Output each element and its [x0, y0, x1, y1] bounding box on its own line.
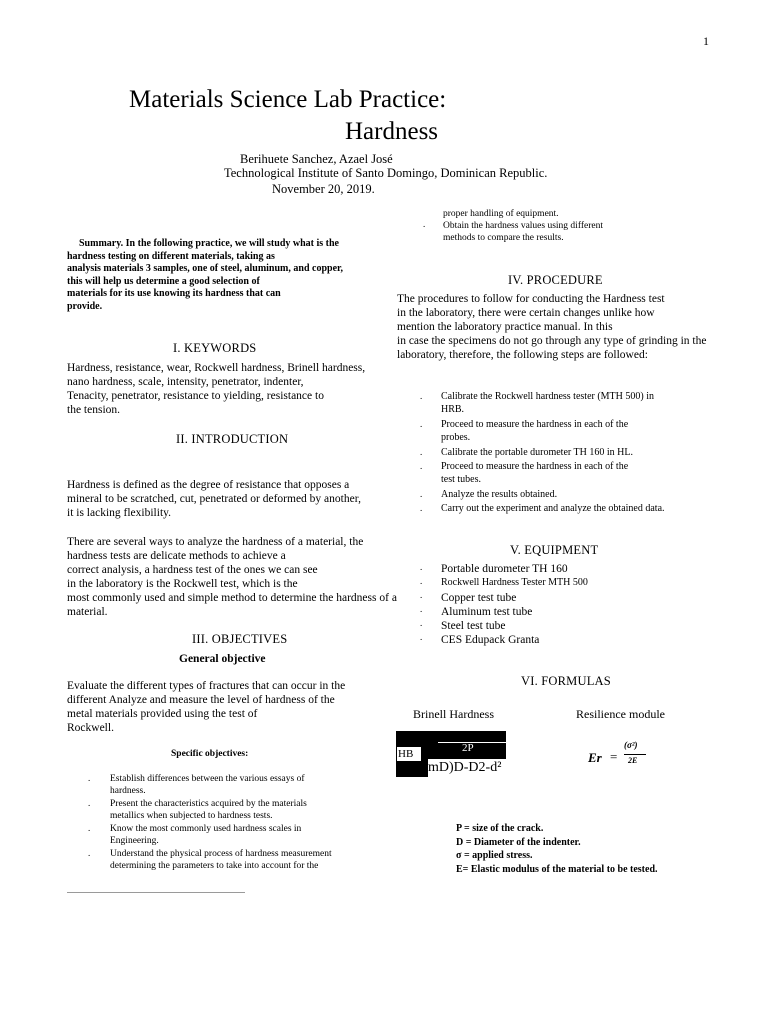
footnote-rule	[67, 892, 245, 893]
intro-line: in the laboratory is the Rockwell test, which is the	[67, 578, 298, 590]
keywords-line: Hardness, resistance, wear, Rockwell hardness, Brinell hardness,	[67, 362, 366, 374]
legend-line: P = size of the crack.	[456, 823, 544, 834]
general-objective-line: Rockwell.	[67, 722, 114, 734]
page-number: 1	[703, 34, 709, 48]
bullet: .	[420, 618, 423, 628]
list-item-line: Proceed to measure the hardness in each of the	[441, 461, 629, 472]
list-item-line: hardness.	[110, 786, 146, 796]
list-item-line: Establish differences between the various essays of	[110, 774, 305, 784]
summary-line: provide.	[67, 300, 103, 312]
general-objective-line: metal materials provided using the test of	[67, 708, 258, 720]
introduction-heading: II. INTRODUCTION	[176, 432, 289, 446]
summary-block	[67, 238, 380, 313]
objective-line: methods to compare the results.	[443, 233, 564, 243]
formulas-heading: VI. FORMULAS	[521, 674, 611, 688]
list-item-line: Calibrate the Rockwell hardness tester (MTH 500) in	[441, 391, 654, 402]
resilience-denominator: 2E	[628, 756, 638, 765]
fraction-bar	[624, 754, 646, 755]
brinell-label: Brinell Hardness	[413, 707, 494, 721]
summary-line: analysis materials 3 samples, one of steel, aluminum, and copper,	[67, 263, 344, 274]
bullet: .	[420, 576, 423, 586]
bullet: .	[420, 590, 423, 600]
brinell-numerator: 2P	[462, 742, 474, 754]
equipment-item: Rockwell Hardness Tester MTH 500	[441, 577, 588, 588]
bullet: .	[420, 419, 423, 429]
summary-line: hardness testing on different materials, taking as	[67, 250, 275, 262]
list-item-line: Present the characteristics acquired by the materials	[110, 799, 307, 809]
paper-title-line-1: Materials Science Lab Practice:	[129, 86, 447, 113]
equipment-heading: V. EQUIPMENT	[510, 543, 599, 557]
equipment-item: Aluminum test tube	[441, 606, 533, 618]
brinell-hb-symbol: HB	[397, 747, 421, 761]
objectives-heading: III. OBJECTIVES	[192, 632, 288, 646]
bullet: .	[88, 823, 91, 833]
summary-line: materials for its use knowing its hardness that can	[67, 288, 281, 299]
intro-line: correct analysis, a hardness test of the ones we can see	[67, 564, 318, 576]
bullet: .	[88, 798, 91, 808]
bullet: .	[420, 447, 423, 457]
specific-objectives-heading: Specific objectives:	[171, 749, 249, 759]
date: November 20, 2019.	[272, 182, 375, 196]
equipment-item: Portable durometer TH 160	[441, 563, 568, 575]
list-item-line: determining the parameters to take into account for the	[110, 861, 319, 871]
affiliation: Technological Institute of Santo Domingo, Dominican Republic.	[224, 166, 548, 180]
intro-line: material.	[67, 606, 108, 618]
equals-sign: =	[610, 749, 618, 764]
paper-title-line-2: Hardness	[345, 118, 439, 145]
legend-line: σ = applied stress.	[456, 850, 533, 861]
legend-line: D = Diameter of the indenter.	[456, 836, 581, 848]
bullet: .	[420, 489, 423, 499]
equipment-item: Steel test tube	[441, 620, 506, 632]
list-item-line: test tubes.	[441, 474, 481, 485]
bullet: .	[423, 219, 426, 229]
procedure-heading: IV. PROCEDURE	[508, 273, 603, 287]
resilience-lhs: Er	[588, 750, 602, 765]
keywords-heading: I. KEYWORDS	[173, 341, 257, 355]
general-objective-block	[67, 679, 345, 735]
intro-line: There are several ways to analyze the hardness of a material, the	[67, 536, 364, 548]
objectives-continued	[443, 208, 603, 244]
list-item-line: Understand the physical process of hardness measurement	[110, 849, 332, 859]
introduction-paragraph-1	[67, 478, 361, 520]
legend-line: E= Elastic modulus of the material to be tested.	[456, 863, 658, 875]
bullet: .	[420, 461, 423, 471]
brinell-formula	[396, 731, 506, 777]
procedure-line: mention the laboratory practice manual. In this	[397, 321, 613, 333]
procedure-line: in the laboratory, there were certain changes unlike how	[397, 307, 655, 319]
general-objective-heading: General objective	[179, 653, 266, 665]
intro-line: hardness tests are delicate methods to achieve a	[67, 550, 286, 562]
procedure-line: The procedures to follow for conducting the Hardness test	[397, 293, 665, 305]
bullet: .	[88, 773, 91, 783]
equipment-item: CES Edupack Granta	[441, 634, 540, 646]
bullet: .	[420, 391, 423, 401]
objective-line: Obtain the hardness values using different	[443, 221, 603, 231]
list-item-line: metallics when subjected to hardness tests.	[110, 811, 273, 821]
summary-line: Summary. In the following practice, we will study what is the	[79, 238, 339, 249]
bullet: .	[420, 632, 423, 642]
intro-line: most commonly used and simple method to determine the hardness of a	[67, 592, 397, 604]
list-item-line: Engineering.	[110, 836, 159, 846]
bullet: .	[88, 848, 91, 858]
brinell-denominator: mD)D-D2-d²	[428, 759, 506, 777]
introduction-paragraph-2	[67, 535, 397, 619]
bullet: .	[420, 604, 423, 614]
author-name: Berihuete Sanchez, Azael José	[240, 152, 393, 166]
keywords-line: the tension.	[67, 404, 121, 416]
general-objective-line: Evaluate the different types of fractures that can occur in the	[67, 680, 346, 692]
summary-line: this will help us determine a good selection of	[67, 275, 260, 287]
resilience-numerator: (σ²)	[624, 740, 638, 750]
keywords-line: Tenacity, penetrator, resistance to yielding, resistance to	[67, 390, 324, 402]
procedure-line: laboratory, therefore, the following steps are followed:	[397, 349, 648, 361]
procedure-text	[397, 292, 706, 362]
list-item-line: Know the most commonly used hardness scales in	[110, 824, 302, 834]
list-item-line: Analyze the results obtained.	[441, 489, 558, 500]
formula-legend	[456, 822, 658, 876]
bullet: .	[420, 562, 423, 572]
list-item-line: Proceed to measure the hardness in each of the	[441, 419, 629, 430]
list-item-line: HRB.	[441, 404, 465, 415]
resilience-label: Resilience module	[576, 707, 665, 721]
intro-line: Hardness is defined as the degree of resistance that opposes a	[67, 479, 350, 491]
intro-line: it is lacking flexibility.	[67, 507, 172, 519]
bullet: .	[420, 503, 423, 513]
objective-line: proper handling of equipment.	[443, 209, 559, 219]
list-item-line: Calibrate the portable durometer TH 160 in HL.	[441, 447, 633, 458]
equipment-item: Copper test tube	[441, 592, 517, 604]
procedure-line: in case the specimens do not go through any type of grinding in the	[397, 335, 707, 347]
general-objective-line: different Analyze and measure the level of hardness of the	[67, 694, 335, 706]
keywords-line: nano hardness, scale, intensity, penetrator, indenter,	[67, 376, 304, 388]
intro-line: mineral to be scratched, cut, penetrated or deformed by another,	[67, 493, 361, 505]
list-item-line: Carry out the experiment and analyze the obtained data.	[441, 503, 665, 514]
keywords-block	[67, 361, 365, 417]
list-item-line: probes.	[441, 432, 471, 443]
